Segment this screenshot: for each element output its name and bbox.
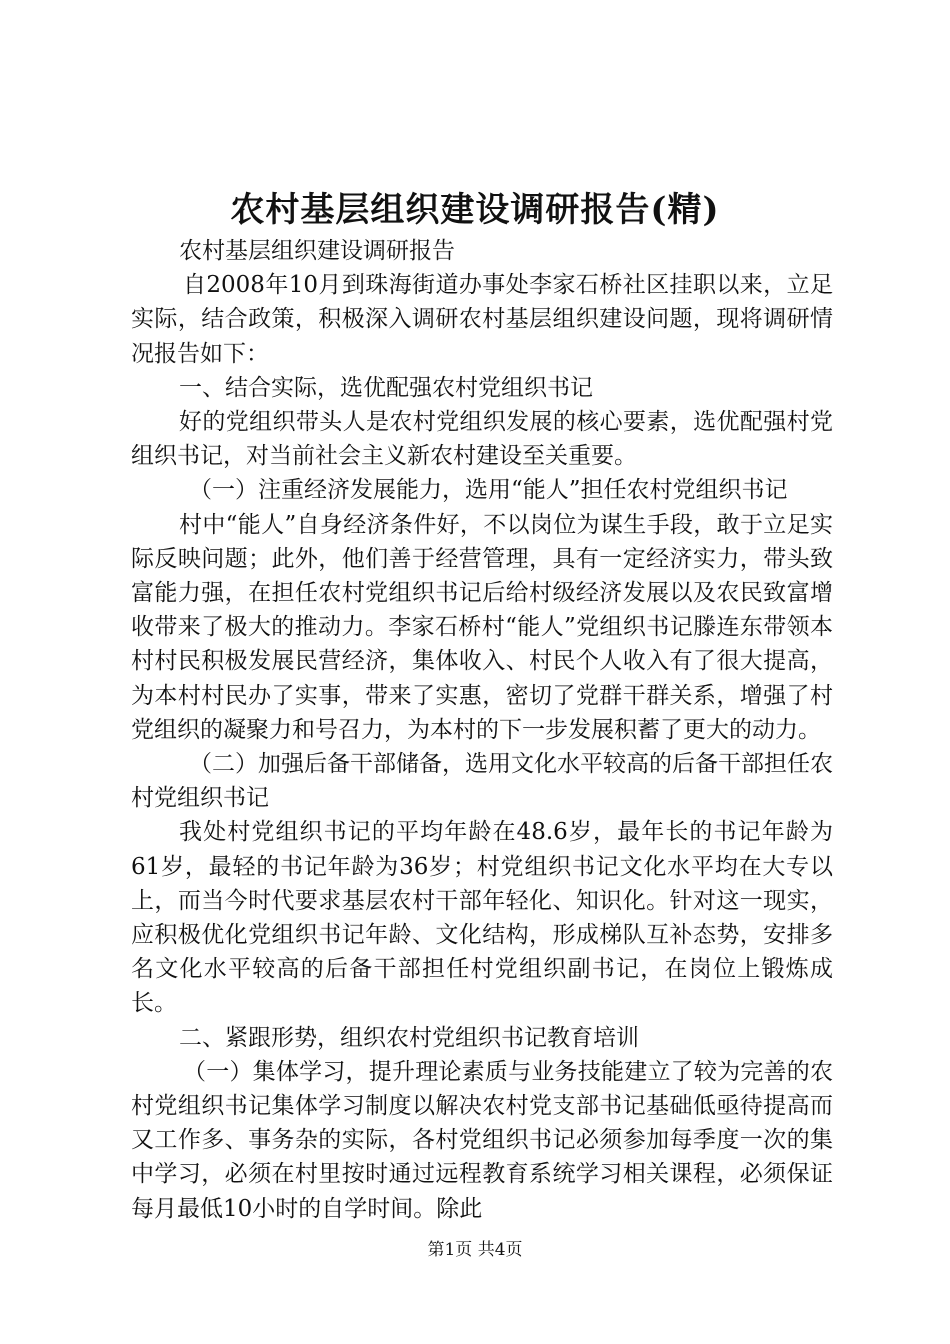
document-body xyxy=(131,234,833,1226)
subsection-heading-1-2: （二）加强后备干部储备，选用文化水平较高的后备干部担任农村党组织书记 xyxy=(131,751,833,812)
body-paragraph: 村中“能人”自身经济条件好，不以岗位为谋生手段，敢于立足实际反映问题；此外，他们善于经营管理，具有一定经济实力，带头致富能力强，在担任农村党组织书记后给村级经济发展以及农民致富增收带来了极大的推动力。李家石桥村“能人”党组织书记滕连东带领本村村民积极发展民营经济，集体收入、村民个人收入有了很大提高，为本村村民办了实事，带来了实惠，密切了党群干群关系，增强了村党组织的凝聚力和号召力，为本村的下一步发展积蓄了更大的动力。 xyxy=(131,511,833,743)
subtitle-paragraph: 农村基层组织建设调研报告 xyxy=(179,238,455,264)
section-heading-2: 二、紧跟形势，组织农村党组织书记教育培训 xyxy=(179,1024,639,1051)
subsection-heading-1-1: （一）注重经济发展能力，选用“能人”担任农村党组织书记 xyxy=(189,477,788,504)
body-paragraph: （一）集体学习，提升理论素质与业务技能建立了较为完善的农村党组织书记集体学习制度以解决农村党支部书记基础低亟待提高而又工作多、事务杂的实际，各村党组织书记必须参加每季度一次的集中学习，必须在村里按时通过远程教育系统学习相关课程，必须保证每月最低10小时的自学时间。除此 xyxy=(131,1058,833,1222)
body-paragraph: 我处村党组织书记的平均年龄在48.6岁，最年长的书记年龄为61岁，最轻的书记年龄为36岁；村党组织书记文化水平均在大专以上，而当今时代要求基层农村干部年轻化、知识化。针对这一现实，应积极优化党组织书记年龄、文化结构，形成梯队互补态势，安排多名文化水平较高的后备干部担任村党组织副书记，在岗位上锻炼成长。 xyxy=(131,819,833,1017)
document-title: 农村基层组织建设调研报告(精) xyxy=(230,190,720,230)
section-heading-1: 一、结合实际，选优配强农村党组织书记 xyxy=(179,374,593,401)
page-footer: 第1页 共4页 xyxy=(427,1240,523,1260)
intro-paragraph: 自2008年10月到珠海街道办事处李家石桥社区挂职以来，立足实际，结合政策，积极深入调研农村基层组织建设问题，现将调研情况报告如下： xyxy=(131,272,833,367)
body-paragraph: 好的党组织带头人是农村党组织发展的核心要素，选优配强村党组织书记，对当前社会主义新农村建设至关重要。 xyxy=(131,409,833,470)
